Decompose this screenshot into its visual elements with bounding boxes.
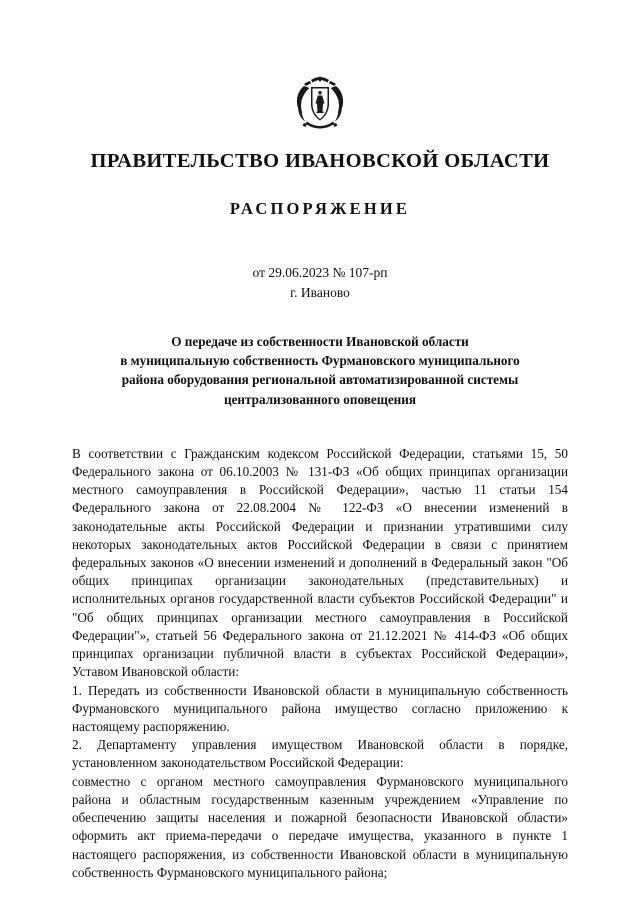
subject-line: в муниципальную собственность Фурмановского муниципального bbox=[120, 353, 520, 369]
document-type-heading: РАСПОРЯЖЕНИЕ bbox=[229, 199, 411, 218]
document-city: г. Иваново bbox=[290, 284, 350, 300]
body-paragraph: 2. Департаменту управления имуществом Ивановской области в порядке, установленном законодательством Российской Федерации: bbox=[72, 737, 568, 771]
subject-line: района оборудования региональной автоматизированной системы bbox=[121, 372, 519, 388]
body-paragraph: совместно с органом местного самоуправления Фурмановского муниципального района и областным государственным казенным учреждением «Управление по обеспечению защиты населения и пожарной безопасности Ивановской области» оформить акт приема-передачи о передаче имущества, указанного в пункте 1 настоящего распоряжения, из собственности Ивановской области в муниципальную собственность Фурмановского муниципального района; bbox=[72, 773, 568, 880]
document-date-number: от 29.06.2023 № 107-рп bbox=[252, 265, 388, 280]
ivanovo-oblast-coat-of-arms-icon bbox=[289, 74, 351, 132]
subject-line: О передаче из собственности Ивановской области bbox=[171, 334, 469, 350]
document-body bbox=[72, 445, 568, 882]
page-title: ПРАВИТЕЛЬСТВО ИВАНОВСКОЙ ОБЛАСТИ bbox=[90, 150, 550, 172]
document-meta bbox=[72, 263, 568, 302]
document-subject bbox=[72, 332, 568, 409]
body-paragraph: В соответствии с Гражданским кодексом Российской Федерации, статьями 15, 50 Федерального закона от 06.10.2003 № 131-ФЗ «Об общих принципах организации местного самоуправления в Российской Федерации», частью 11 статьи 154 Федерального закона от 22.08.2004 № 122-ФЗ «О внесении изменений в законодательные акты Российской Федерации и признании утратившими силу некоторых законодательных актов Российской Федерации в связи с принятием федеральных законов «О внесении изменений и дополнений в Федеральный закон "Об общих принципах организации законодательных (представительных) и исполнительных органов государственной власти субъектов Российской Федерации" и "Об общих принципах организации местного самоуправления в Российской Федерации"», статьей 56 Федерального закона от 21.12.2021 № 414-ФЗ «Об общих принципах организации публичной власти в субъектах Российской Федерации», Уставом Ивановской области: bbox=[72, 445, 568, 680]
body-paragraph: 1. Передать из собственности Ивановской области в муниципальную собственность Фурмановского муниципального района имущество согласно приложению к настоящему распоряжению. bbox=[72, 682, 568, 734]
subject-line: централизованного оповещения bbox=[223, 391, 417, 407]
emblem-container bbox=[72, 70, 568, 132]
